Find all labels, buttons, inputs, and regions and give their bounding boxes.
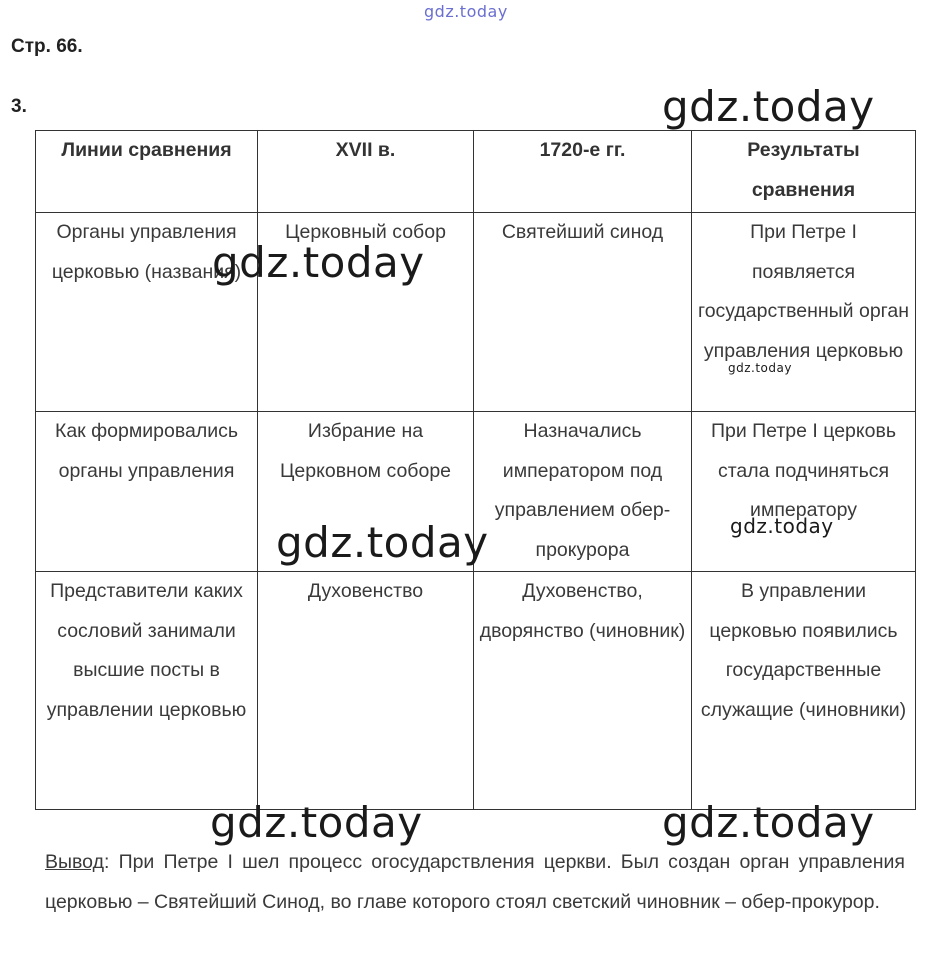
watermark-small: gdz.today <box>728 361 792 375</box>
watermark-top: gdz.today <box>424 2 508 21</box>
task-number: 3. <box>11 96 27 117</box>
header-cell: XVII в. <box>258 131 474 213</box>
table-cell: Органы управления церковью (названия) <box>36 213 258 412</box>
table-cell: Как формировались органы управления <box>36 412 258 572</box>
conclusion-text: : При Петре I шел процесс огосударствления церкви. Был создан орган управления церковью – Святейший Синод, во главе которого стоял светский чиновник – обер-прокурор. <box>45 851 905 913</box>
table-cell: Святейший синод <box>474 213 692 412</box>
watermark: gdz.today <box>662 82 875 131</box>
watermark: gdz.today <box>662 798 875 847</box>
table-cell: Назначались императором под управлением обер-прокурора <box>474 412 692 572</box>
table-header-row <box>36 131 916 213</box>
header-cell: Линии сравнения <box>36 131 258 213</box>
table-row <box>36 572 916 810</box>
table-cell: Избрание на Церковном соборе <box>258 412 474 572</box>
watermark: gdz.today <box>210 798 423 847</box>
header-cell: 1720-е гг. <box>474 131 692 213</box>
watermark: gdz.today <box>212 238 425 287</box>
table-cell: Церковный собор <box>258 213 474 412</box>
header-cell: Результаты сравнения <box>692 131 916 213</box>
watermark: gdz.today <box>276 518 489 567</box>
conclusion-label: Вывод <box>45 851 104 873</box>
table-cell: В управлении церковью появились государственные служащие (чиновники) <box>692 572 916 810</box>
table-cell: Представители каких сословий занимали высшие посты в управлении церковью <box>36 572 258 810</box>
watermark-small: gdz.today <box>730 514 834 538</box>
table-row <box>36 213 916 412</box>
table-cell: Духовенство, дворянство (чиновник) <box>474 572 692 810</box>
table-cell: При Петре I появляется государственный орган управления церковью <box>692 213 916 412</box>
conclusion-paragraph <box>45 843 905 922</box>
comparison-table <box>35 130 916 810</box>
table-cell: Духовенство <box>258 572 474 810</box>
page-title: Стр. 66. <box>11 36 83 57</box>
table-cell: При Петре I церковь стала подчиняться императору <box>692 412 916 572</box>
